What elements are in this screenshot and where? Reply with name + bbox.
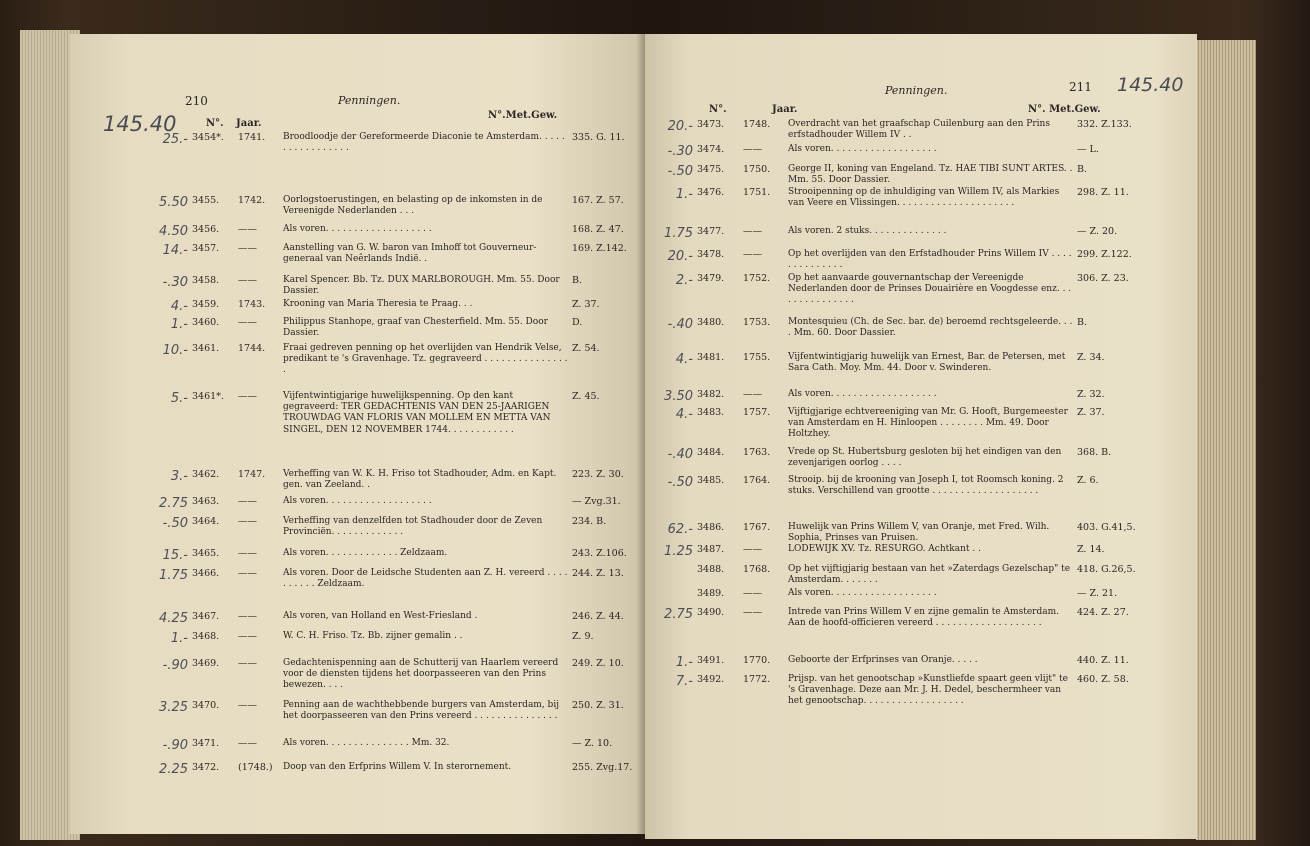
catalogue-number: 3459. (192, 299, 220, 310)
description: Huwelijk van Prins Willem V, van Oranje, met Fred. Wilh. Sophia, Prinses van Pruisen. (788, 522, 1050, 544)
catalogue-number: 3463. (192, 496, 220, 507)
reference-value: — Z. 20. (1077, 226, 1118, 237)
reference-value: 244. Z. 13. (572, 568, 624, 579)
catalogue-number: 3478. (697, 249, 725, 260)
pencil-price: 4.- (675, 407, 693, 422)
reference-value: 460. Z. 58. (1077, 674, 1129, 685)
right-page (645, 34, 1197, 839)
col-header-no: N°. (206, 118, 224, 129)
pencil-price: 3.- (170, 469, 188, 484)
reference-value: 306. Z. 23. (1077, 273, 1129, 284)
description: Als voren. . . . . . . . . . . . . . . Mm. 32. (283, 738, 450, 748)
year: 1753. (743, 317, 771, 328)
pencil-price: 3.50 (664, 389, 693, 404)
year: 1770. (743, 655, 771, 666)
reference-value: 298. Z. 11. (1077, 187, 1129, 198)
pencil-price: 20.- (667, 119, 693, 134)
year: 1755. (743, 352, 771, 363)
pencil-price: -.90 (162, 738, 188, 753)
description: Broodloodje der Gereformeerde Diaconie te Amsterdam. . . . . . . . . . . . . . . . . (283, 132, 565, 154)
catalogue-number: 3483. (697, 407, 725, 418)
pencil-price: 25.- (162, 132, 188, 147)
catalogue-number: 3481. (697, 352, 725, 363)
year: —— (238, 224, 257, 235)
description: Overdracht van het graafschap Cuilenburg aan den Prins erfstadhouder Willem IV . . (788, 119, 1050, 141)
catalogue-number: 3492. (697, 674, 725, 685)
pencil-price: 7.- (675, 674, 693, 689)
year: —— (238, 700, 257, 711)
year: 1772. (743, 674, 771, 685)
reference-value: 403. G.41,5. (1077, 522, 1136, 533)
year: —— (238, 548, 257, 559)
description: W. C. H. Friso. Tz. Bb. zijner gemalin . . (283, 631, 463, 641)
catalogue-number: 3475. (697, 164, 725, 175)
pencil-price: -.90 (162, 658, 188, 673)
year: 1747. (238, 469, 266, 480)
reference-value: 246. Z. 44. (572, 611, 624, 622)
reference-value: 243. Z.106. (572, 548, 627, 559)
year: 1768. (743, 564, 771, 575)
year: 1743. (238, 299, 266, 310)
description: Als voren. . . . . . . . . . . . . . . . . . . (283, 496, 432, 506)
reference-value: B. (572, 275, 583, 286)
catalogue-number: 3489. (697, 588, 725, 599)
description: Op het overlijden van den Erfstadhouder Prins Willem IV . . . . . . . . . . . . . . (788, 249, 1072, 271)
pencil-price: 4.50 (159, 224, 188, 239)
pencil-price: 20.- (667, 249, 693, 264)
reference-value: 167. Z. 57. (572, 195, 624, 206)
reference-value: B. (1077, 317, 1088, 328)
reference-value: Z. 32. (1077, 389, 1105, 400)
year: —— (238, 391, 257, 402)
year: 1764. (743, 475, 771, 486)
year: —— (743, 389, 762, 400)
year: —— (238, 631, 257, 642)
year: 1741. (238, 132, 266, 143)
reference-value: 168. Z. 47. (572, 224, 624, 235)
description: Als voren. . . . . . . . . . . . . . . . . . . (788, 389, 937, 399)
reference-value: 335. G. 11. (572, 132, 625, 143)
year: —— (238, 568, 257, 579)
pencil-price: 15.- (162, 548, 188, 563)
description: Vrede op St. Hubertsburg gesloten bij het eindigen van den zevenjarigen oorlog . . . . (788, 447, 1062, 469)
description: George II, koning van Engeland. Tz. HAE TIBI SUNT ARTES. . Mm. 55. Door Dassier. (788, 164, 1073, 186)
catalogue-number: 3456. (192, 224, 220, 235)
reference-value: — Z. 21. (1077, 588, 1118, 599)
reference-value: Z. 9. (572, 631, 594, 642)
year: —— (238, 738, 257, 749)
year: (1748.) (238, 762, 273, 773)
pencil-price: 4.- (675, 352, 693, 367)
left-page (70, 34, 645, 834)
catalogue-number: 3491. (697, 655, 725, 666)
year: 1751. (743, 187, 771, 198)
description: Als voren, van Holland en West-Friesland . (283, 611, 478, 621)
pencil-price: -.30 (162, 275, 188, 290)
page-number: 210 (185, 94, 208, 108)
reference-value: 255. Zvg.17. (572, 762, 633, 773)
reference-value: 418. G.26,5. (1077, 564, 1136, 575)
pencil-price: 4.25 (159, 611, 188, 626)
catalogue-number: 3465. (192, 548, 220, 559)
year: 1750. (743, 164, 771, 175)
description: Prijsp. van het genootschap »Kunstliefde spaart geen vlijt" te 's Gravenhage. Deze aan Mr. J. H. Dedel, beschermheer van het genootschap. . . . . . . . . . . . . . . . . . (788, 674, 1068, 707)
reference-value: 169. Z.142. (572, 243, 627, 254)
reference-value: 250. Z. 31. (572, 700, 624, 711)
description: Penning aan de wachthebbende burgers van Amsterdam, bij het doorpasseeren van den Prins vereerd . . . . . . . . . . . . . . . (283, 700, 559, 722)
reference-value: 368. B. (1077, 447, 1112, 458)
col-header-year: Jaar. (772, 104, 798, 115)
pencil-price: 2.25 (159, 762, 188, 777)
catalogue-number: 3482. (697, 389, 725, 400)
catalogue-number: 3464. (192, 516, 220, 527)
pencil-price-note: 145.40 (103, 112, 177, 136)
catalogue-number: 3477. (697, 226, 725, 237)
catalogue-number: 3468. (192, 631, 220, 642)
pencil-price: 1.- (170, 631, 188, 646)
page-edges-right (1196, 40, 1256, 840)
catalogue-number: 3480. (697, 317, 725, 328)
pencil-price: 2.75 (159, 496, 188, 511)
year: —— (743, 607, 762, 618)
description: Als voren. . . . . . . . . . . . . . . . . . . (788, 144, 937, 154)
catalogue-number: 3490. (697, 607, 725, 618)
reference-value: Z. 37. (1077, 407, 1105, 418)
description: Gedachtenispenning aan de Schutterij van Haarlem vereerd voor de diensten tijdens het doorpasseeren van den Prins bewezen. . . . (283, 658, 559, 691)
catalogue-number: 3488. (697, 564, 725, 575)
pencil-price: 1.75 (159, 568, 188, 583)
pencil-price: 4.- (170, 299, 188, 314)
catalogue-number: 3484. (697, 447, 725, 458)
pencil-price: -.50 (667, 475, 693, 490)
description: LODEWIJK XV. Tz. RESURGO. Achtkant . . (788, 544, 981, 554)
year: 1757. (743, 407, 771, 418)
year: 1744. (238, 343, 266, 354)
page-number: 211 (1069, 80, 1092, 94)
reference-value: 234. B. (572, 516, 607, 527)
pencil-price: 1.25 (664, 544, 693, 559)
year: —— (743, 544, 762, 555)
description: Aanstelling van G. W. baron van Imhoff tot Gouverneur-generaal van Neêrlands Indië. . (283, 243, 537, 265)
year: —— (238, 496, 257, 507)
description: Doop van den Erfprins Willem V. In sterornement. (283, 762, 512, 772)
col-header-metgew: N°.Met.Gew. (488, 110, 558, 121)
year: —— (238, 516, 257, 527)
pencil-price: 2.- (675, 273, 693, 288)
year: 1752. (743, 273, 771, 284)
running-head: Penningen. (338, 94, 401, 107)
description: Op het aanvaarde gouvernantschap der Vereenigde Nederlanden door de Prinses Douairière en Voogdesse enz. . . . . . . . . . . . . . . (788, 273, 1072, 306)
description: Verheffing van denzelfden tot Stadhouder door de Zeven Provinciën. . . . . . . . . . . . . (283, 516, 543, 538)
reference-value: 223. Z. 30. (572, 469, 624, 480)
description: Philippus Stanhope, graaf van Chesterfield. Mm. 55. Door Dassier. (283, 317, 548, 339)
catalogue-number: 3487. (697, 544, 725, 555)
catalogue-number: 3467. (192, 611, 220, 622)
reference-value: Z. 6. (1077, 475, 1099, 486)
reference-value: 332. Z.133. (1077, 119, 1132, 130)
year: —— (743, 144, 762, 155)
description: Geboorte der Erfprinses van Oranje. . . . . (788, 655, 978, 665)
reference-value: — Zvg.31. (572, 496, 621, 507)
pencil-price: 5.50 (159, 195, 188, 210)
col-header-metgew: N°. Met.Gew. (1028, 104, 1101, 115)
catalogue-number: 3472. (192, 762, 220, 773)
year: 1763. (743, 447, 771, 458)
description: Als voren. . . . . . . . . . . . . Zeldzaam. (283, 548, 448, 558)
year: —— (743, 226, 762, 237)
description: Als voren. . . . . . . . . . . . . . . . . . . (788, 588, 937, 598)
catalogue-number: 3485. (697, 475, 725, 486)
catalogue-number: 3454*. (192, 132, 224, 143)
catalogue-number: 3466. (192, 568, 220, 579)
description: Als voren. . . . . . . . . . . . . . . . . . . (283, 224, 432, 234)
catalogue-number: 3486. (697, 522, 725, 533)
col-header-year: Jaar. (236, 118, 262, 129)
year: 1748. (743, 119, 771, 130)
year: —— (238, 275, 257, 286)
reference-value: 249. Z. 10. (572, 658, 624, 669)
description: Karel Spencer. Bb. Tz. DUX MARLBOROUGH. Mm. 55. Door Dassier. (283, 275, 560, 297)
pencil-price: -.50 (162, 516, 188, 531)
catalogue-number: 3473. (697, 119, 725, 130)
reference-value: 299. Z.122. (1077, 249, 1132, 260)
pencil-price: -.30 (667, 144, 693, 159)
description: Krooning van Maria Theresia te Praag. . . (283, 299, 473, 309)
description: Vijfentwintigjarig huwelijk van Ernest, Bar. de Petersen, met Sara Cath. Moy. Mm. 44. Door v. Swinderen. (788, 352, 1066, 374)
description: Vijfentwintigjarige huwelijkspenning. Op den kant gegraveerd: TER GEDACHTENIS VAN DEN 25-JAARIGEN TROUWDAG VAN FLORIS VAN MOLLEM EN METTA VAN SINGEL, DEN 12 NOVEMBER 1744. . . . . . . . . . . . (283, 391, 551, 435)
description: Verheffing van W. K. H. Friso tot Stadhouder, Adm. en Kapt. gen. van Zeeland. . (283, 469, 557, 491)
pencil-price: 14.- (162, 243, 188, 258)
description: Als voren. 2 stuks. . . . . . . . . . . . . . (788, 226, 947, 236)
col-header-no: N°. (709, 104, 727, 115)
pencil-price: -.40 (667, 447, 693, 462)
catalogue-number: 3469. (192, 658, 220, 669)
description: Intrede van Prins Willem V en zijne gemalin te Amsterdam. Aan de hoofd-officieren vereerd . . . . . . . . . . . . . . . . . . . (788, 607, 1059, 629)
reference-value: Z. 37. (572, 299, 600, 310)
reference-value: D. (572, 317, 583, 328)
reference-value: B. (1077, 164, 1088, 175)
pencil-price: 3.25 (159, 700, 188, 715)
reference-value: Z. 14. (1077, 544, 1105, 555)
pencil-price: 1.- (170, 317, 188, 332)
year: —— (238, 658, 257, 669)
year: —— (238, 243, 257, 254)
reference-value: 424. Z. 27. (1077, 607, 1129, 618)
description: Vijftigjarige echtvereeniging van Mr. G. Hooft, Burgemeester van Amsterdam en H. Hinloopen . . . . . . . . Mm. 49. Door Holtzhey. (788, 407, 1068, 440)
catalogue-number: 3461. (192, 343, 220, 354)
pencil-price-note: 145.40 (1117, 74, 1184, 96)
pencil-price: 5.- (170, 391, 188, 406)
description: Oorlogstoerustingen, en belasting op de inkomsten in de Vereenigde Nederlanden . . . (283, 195, 543, 217)
catalogue-number: 3462. (192, 469, 220, 480)
pencil-price: 1.- (675, 655, 693, 670)
description: Strooip. bij de krooning van Joseph I, tot Roomsch koning. 2 stuks. Verschillend van grootte . . . . . . . . . . . . . . . . . . . (788, 475, 1064, 497)
reference-value: — Z. 10. (572, 738, 613, 749)
catalogue-number: 3479. (697, 273, 725, 284)
catalogue-number: 3458. (192, 275, 220, 286)
pencil-price: 62.- (667, 522, 693, 537)
catalogue-number: 3476. (697, 187, 725, 198)
pencil-price: -.40 (667, 317, 693, 332)
year: 1742. (238, 195, 266, 206)
year: —— (238, 611, 257, 622)
pencil-price: -.50 (667, 164, 693, 179)
description: Op het vijftigjarig bestaan van het »Zaterdags Gezelschap" te Amsterdam. . . . . . . (788, 564, 1071, 586)
year: —— (238, 317, 257, 328)
catalogue-number: 3457. (192, 243, 220, 254)
catalogue-number: 3470. (192, 700, 220, 711)
catalogue-number: 3471. (192, 738, 220, 749)
description: Strooipenning op de inhuldiging van Willem IV, als Markies van Veere en Vlissingen. . . . . . . . . . . . . . . . . . . . . (788, 187, 1060, 209)
year: —— (743, 588, 762, 599)
reference-value: 440. Z. 11. (1077, 655, 1129, 666)
running-head: Penningen. (885, 84, 948, 97)
reference-value: Z. 34. (1077, 352, 1105, 363)
catalogue-number: 3461*. (192, 391, 224, 402)
catalogue-number: 3460. (192, 317, 220, 328)
catalogue-number: 3455. (192, 195, 220, 206)
description: Fraai gedreven penning op het overlijden van Hendrik Velse, predikant te 's Gravenhage. Tz. gegraveerd . . . . . . . . . . . . . . . . (283, 343, 568, 376)
pencil-price: 2.75 (664, 607, 693, 622)
pencil-price: 1.75 (664, 226, 693, 241)
catalogue-number: 3474. (697, 144, 725, 155)
description: Als voren. Door de Leidsche Studenten aan Z. H. vereerd . . . . . . . . . . Zeldzaam. (283, 568, 568, 590)
pencil-price: 1.- (675, 187, 693, 202)
description: Montesquieu (Ch. de Sec. bar. de) beroemd rechtsgeleerde. . . . Mm. 60. Door Dassier. (788, 317, 1073, 339)
reference-value: Z. 45. (572, 391, 600, 402)
year: —— (743, 249, 762, 260)
reference-value: Z. 54. (572, 343, 600, 354)
reference-value: — L. (1077, 144, 1099, 155)
pencil-price: 10.- (162, 343, 188, 358)
year: 1767. (743, 522, 771, 533)
